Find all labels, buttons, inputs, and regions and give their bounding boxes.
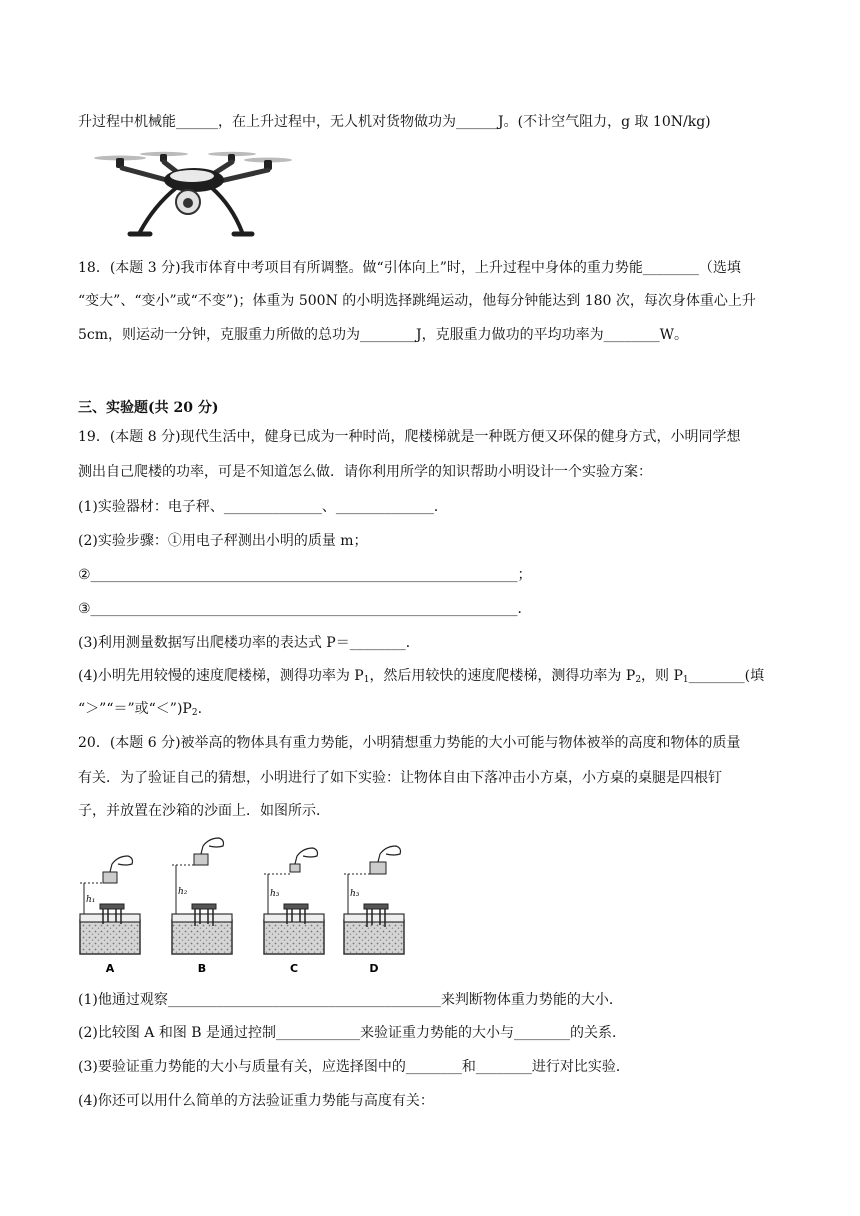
section-title: 三、实验题(共 20 分): [78, 400, 219, 416]
q19-compare-sub-4: 2: [191, 708, 198, 718]
q19-compare-sub-3: 1: [682, 675, 689, 685]
q19-compare-sub-1: 1: [363, 675, 370, 685]
q19-compare-line-1: [78, 666, 764, 690]
q19-step-line-1: (2)实验步骤：①用电子秤测出小明的质量 m；: [78, 533, 368, 549]
q20-text-line-1: 20．(本题 6 分)被举高的物体具有重力势能，小明猜想重力势能的大小可能与物体被举的高度和物体的质量: [78, 735, 741, 751]
q19-compare-text-c: ，则 P: [641, 668, 683, 684]
q19-step-line-2: ②_____________________________________________________________；: [78, 567, 532, 583]
panel-b: [172, 838, 232, 954]
q19-text-line-2: 测出自己爬楼的功率，可是不知道怎么做．请你利用所学的知识帮助小明设计一个实验方案：: [78, 464, 652, 480]
panel-d-label: D: [369, 962, 379, 975]
q19-compare-text-d: ________(填: [688, 668, 765, 684]
q20-text-line-2: 有关．为了验证自己的猜想，小明进行了如下实验：让物体自由下落冲击小方桌，小方桌的桌腿是四根钉: [78, 770, 722, 786]
panel-a: [80, 856, 140, 954]
panel-c-label: C: [289, 962, 299, 975]
panel-d: [344, 846, 404, 954]
experiment-figure: [76, 834, 406, 976]
panel-b-height-label: h₂: [178, 887, 188, 897]
q19-compare-sub-2: 2: [635, 675, 642, 685]
q19-compare-text-f: .: [197, 701, 203, 717]
panel-a-height-label: h₁: [86, 895, 96, 905]
q19-compare-line-2: [78, 699, 202, 723]
drone-image: [92, 146, 292, 241]
q20-text-line-3: 子，并放置在沙箱的沙面上．如图所示．: [78, 803, 330, 819]
panel-b-label: B: [197, 962, 207, 975]
q18-text-line-3: 5cm，则运动一分钟，克服重力所做的总功为________J，克服重力做功的平均功率为________W。: [78, 327, 689, 343]
q20-question-2: (2)比较图 A 和图 B 是通过控制____________来验证重力势能的大小与________的关系．: [78, 1025, 627, 1041]
panel-a-label: A: [105, 962, 115, 975]
panel-d-height-label: h₃: [350, 889, 360, 899]
panel-c-height-label: h₃: [270, 889, 280, 899]
q17-text-line: 升过程中机械能______，在上升过程中，无人机对货物做功为______J。(不计空气阻力，g 取 10N/kg): [78, 114, 711, 130]
q20-question-1: (1)他通过观察_______________________________________来判断物体重力势能的大小．: [78, 992, 623, 1008]
q20-question-4: (4)你还可以用什么简单的方法验证重力势能与高度有关：: [78, 1093, 434, 1109]
q19-compare-text-b: ，然后用较快的速度爬楼梯，测得功率为 P: [369, 668, 636, 684]
q19-formula-line: (3)利用测量数据写出爬楼功率的表达式 P＝________．: [78, 635, 420, 651]
panel-c: [264, 848, 324, 954]
q19-equipment-line: (1)实验器材：电子秤、______________、______________．: [78, 499, 448, 515]
q19-step-line-3: ③_____________________________________________________________．: [78, 601, 532, 617]
q19-compare-text-a: (4)小明先用较慢的速度爬楼梯，测得功率为 P: [78, 668, 364, 684]
q19-compare-text-e: “＞”“＝”或“＜”)P: [78, 701, 192, 717]
q18-text-line-1: 18．(本题 3 分)我市体育中考项目有所调整。做“引体向上”时，上升过程中身体的重力势能________（选填: [78, 260, 741, 276]
q19-text-line-1: 19．(本题 8 分)现代生活中，健身已成为一种时尚，爬楼梯就是一种既方便又环保的健身方式，小明同学想: [78, 429, 741, 445]
q20-question-3: (3)要验证重力势能的大小与质量有关，应选择图中的________和________进行对比实验．: [78, 1059, 630, 1075]
q18-text-line-2: “变大”、“变小”或“不变”)；体重为 500N 的小明选择跳绳运动，他每分钟能达到 180 次，每次身体重心上升: [78, 293, 756, 309]
